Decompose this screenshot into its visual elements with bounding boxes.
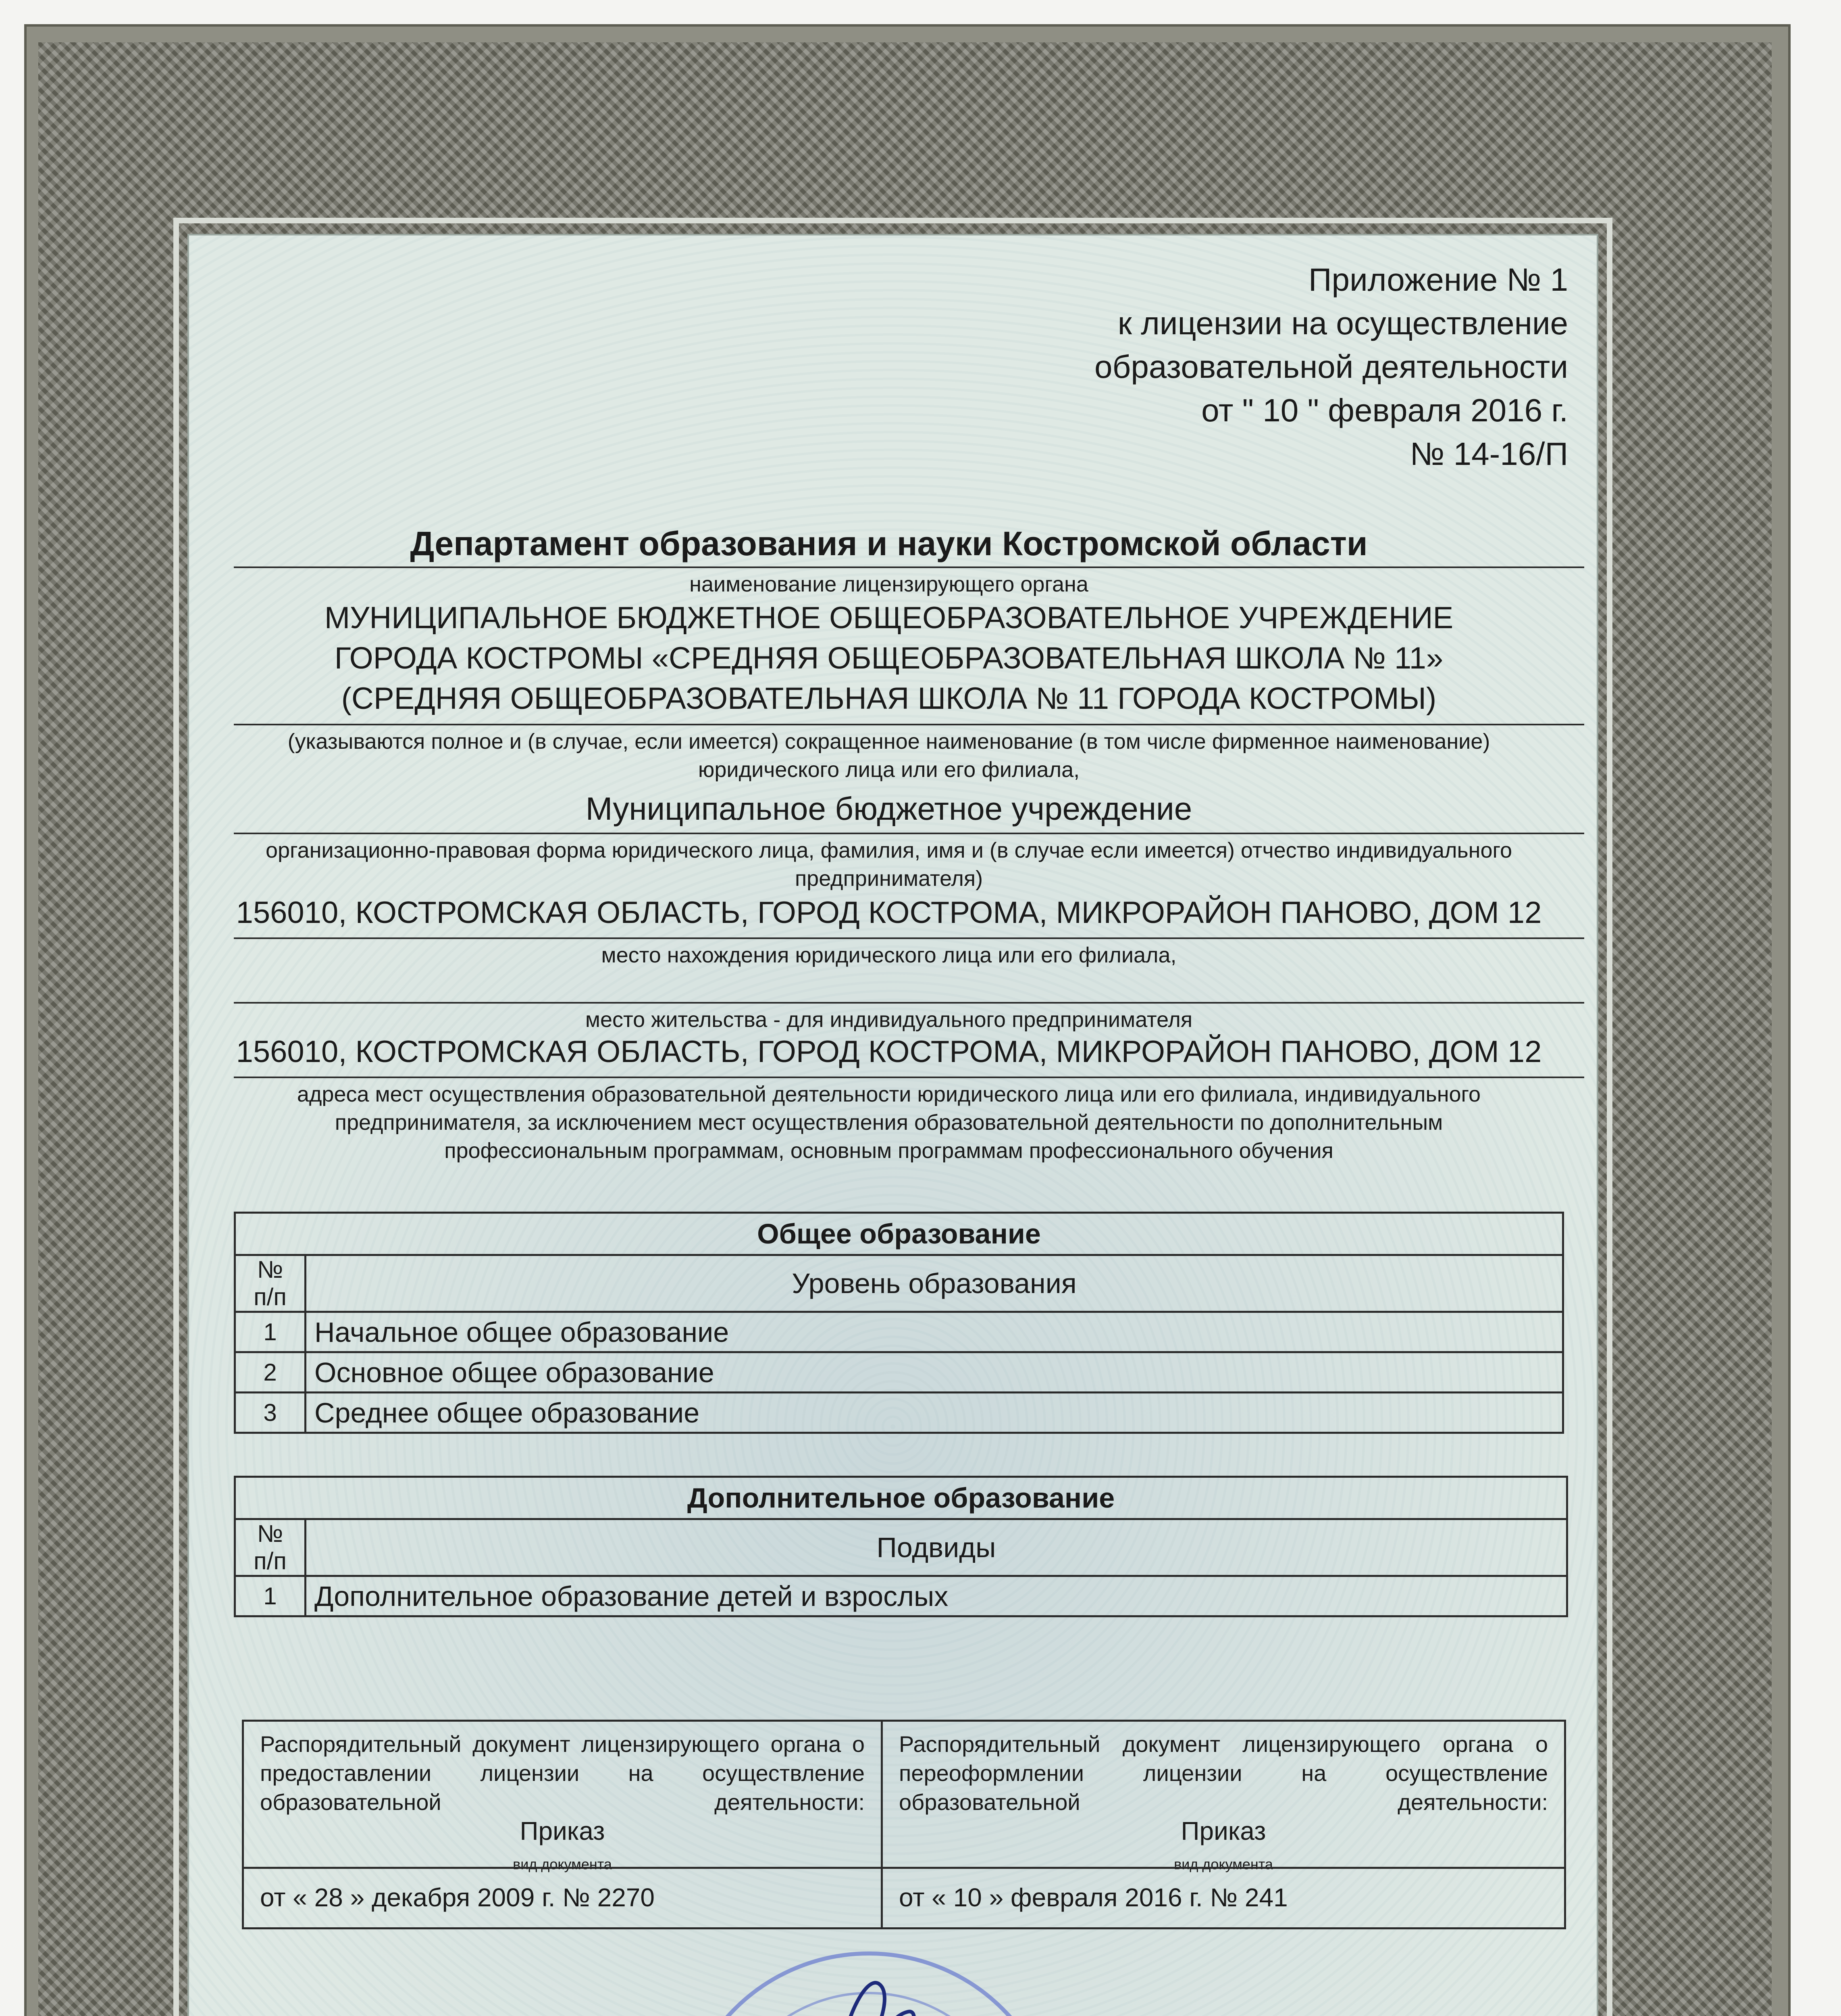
- row-name: Основное общее образование: [306, 1352, 1563, 1393]
- row-name: Дополнительное образование детей и взрослых: [306, 1576, 1567, 1616]
- activity-caption-3: профессиональным программам, основным программам профессионального обучения: [444, 1139, 1333, 1163]
- grant-document-box: [242, 1720, 883, 1929]
- row-name: Начальное общее образование: [306, 1312, 1563, 1352]
- annex-title: Приложение № 1: [1308, 262, 1568, 298]
- grant-date: от « 28 » декабря 2009 г. № 2270: [260, 1883, 655, 1912]
- annex-line: образовательной деятельности: [1094, 349, 1568, 385]
- rule: [234, 937, 1584, 939]
- activity-caption-2: предпринимателя, за исключением мест осуществления образовательной деятельности по дополнительным: [335, 1110, 1443, 1135]
- row-num: 2: [235, 1352, 306, 1393]
- reissue-date: от « 10 » февраля 2016 г. № 241: [899, 1883, 1288, 1912]
- table-row: [235, 1352, 1563, 1393]
- authority-name: Департамент образования и науки Костромской области: [410, 525, 1368, 562]
- annex-date: от " 10 " февраля 2016 г.: [1201, 392, 1568, 428]
- grant-description: Распорядительный документ лицензирующего органа о предоставлении лицензии на осуществление образовательной деятельности:: [260, 1731, 865, 1815]
- additional-education-table: [234, 1476, 1568, 1617]
- org-short-name: (СРЕДНЯЯ ОБЩЕОБРАЗОВАТЕЛЬНАЯ ШКОЛА № 11 ГОРОДА КОСТРОМЫ): [341, 681, 1437, 716]
- general-education-title: Общее образование: [235, 1213, 1563, 1255]
- authority-caption: наименование лицензирующего органа: [689, 572, 1088, 596]
- annex-line: к лицензии на осуществление: [1117, 305, 1568, 341]
- org-caption-2: юридического лица или его филиала,: [698, 758, 1080, 782]
- level-header: Уровень образования: [306, 1255, 1563, 1312]
- legal-form: Муниципальное бюджетное учреждение: [585, 791, 1192, 827]
- divider: [883, 1867, 1564, 1869]
- rule: [234, 566, 1584, 568]
- row-num: 1: [235, 1576, 306, 1616]
- signature-scribble: [746, 1968, 988, 2016]
- rule: [234, 1002, 1584, 1004]
- activity-address: 156010, КОСТРОМСКАЯ ОБЛАСТЬ, ГОРОД КОСТРОМА, МИКРОРАЙОН ПАНОВО, ДОМ 12: [236, 1035, 1542, 1069]
- location-caption: место нахождения юридического лица или его филиала,: [601, 943, 1177, 967]
- table-row: [235, 1576, 1567, 1616]
- reissue-description: Распорядительный документ лицензирующего органа о переоформлении лицензии на осуществление образовательной деятельности:: [899, 1731, 1548, 1815]
- residence-caption: место жительства - для индивидуального предпринимателя: [585, 1008, 1193, 1032]
- table-row: [235, 1312, 1563, 1352]
- org-name-line1: МУНИЦИПАЛЬНОЕ БЮДЖЕТНОЕ ОБЩЕОБРАЗОВАТЕЛЬНОЕ УЧРЕЖДЕНИЕ: [324, 601, 1454, 635]
- rule: [234, 1077, 1584, 1078]
- num-header: № п/п: [235, 1519, 306, 1576]
- grant-kind-caption: вид документа: [513, 1856, 612, 1872]
- rule: [234, 833, 1584, 834]
- table-row: [235, 1393, 1563, 1433]
- general-education-table: [234, 1212, 1564, 1434]
- subtype-header: Подвиды: [306, 1519, 1567, 1576]
- org-name-line2: ГОРОДА КОСТРОМЫ «СРЕДНЯЯ ОБЩЕОБРАЗОВАТЕЛЬНАЯ ШКОЛА № 11»: [334, 641, 1444, 675]
- rule: [234, 724, 1584, 725]
- divider: [244, 1867, 881, 1869]
- annex-header: [1008, 258, 1568, 476]
- num-header: № п/п: [235, 1255, 306, 1312]
- grant-kind: Приказ: [520, 1816, 605, 1845]
- row-num: 3: [235, 1393, 306, 1433]
- row-num: 1: [235, 1312, 306, 1352]
- reissue-document-box: [881, 1720, 1566, 1929]
- reissue-kind-caption: вид документа: [1174, 1856, 1273, 1872]
- additional-education-title: Дополнительное образование: [235, 1477, 1567, 1519]
- row-name: Среднее общее образование: [306, 1393, 1563, 1433]
- legal-form-caption-2: предпринимателя): [795, 866, 983, 891]
- activity-caption-1: адреса мест осуществления образовательной деятельности юридического лица или его филиала, индивидуального: [297, 1082, 1481, 1106]
- legal-form-caption-1: организационно-правовая форма юридического лица, фамилия, имя и (в случае если имеется) отчество индивидуального: [265, 838, 1512, 862]
- annex-number: № 14-16/П: [1410, 436, 1568, 472]
- org-caption-1: (указываются полное и (в случае, если имеется) сокращенное наименование (в том числе фирменное наименование): [287, 729, 1490, 754]
- location-address: 156010, КОСТРОМСКАЯ ОБЛАСТЬ, ГОРОД КОСТРОМА, МИКРОРАЙОН ПАНОВО, ДОМ 12: [236, 896, 1542, 930]
- reissue-kind: Приказ: [1181, 1816, 1266, 1845]
